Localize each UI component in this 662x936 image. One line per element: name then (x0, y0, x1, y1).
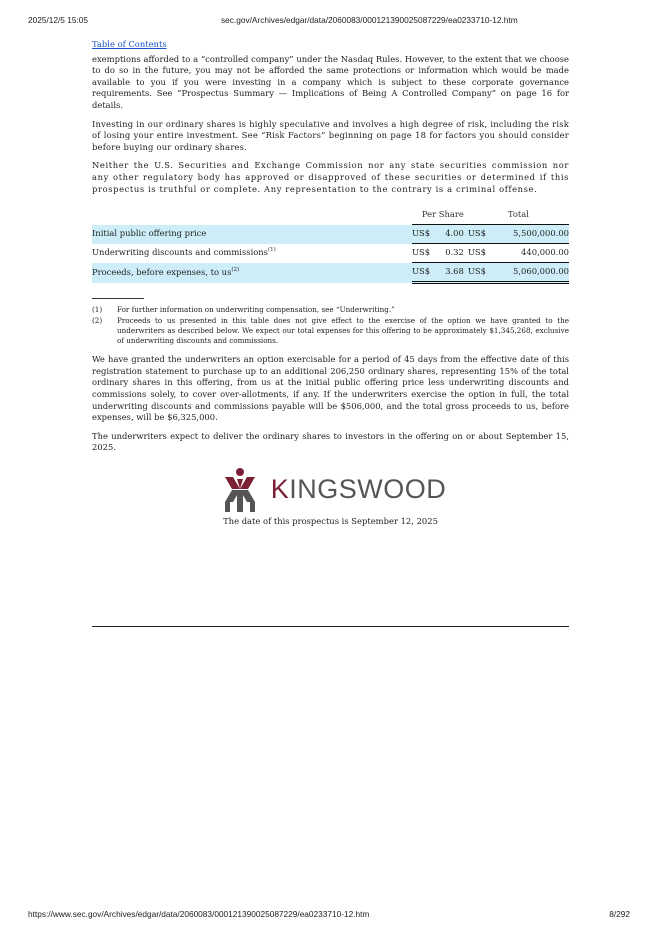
footnote: (1) For further information on underwriting compensation, see “Underwriting.” (92, 305, 395, 315)
prospectus-date: The date of this prospectus is September 12, 2025 (223, 515, 438, 526)
total-header: Total (468, 206, 569, 225)
footnote-ref: (2) (231, 267, 240, 274)
total-value: 440,000.00 (488, 244, 569, 263)
per-share-value: 4.00 (432, 225, 464, 244)
footnote-ref: (1) (267, 247, 276, 254)
currency: US$ (468, 263, 488, 283)
delivery-paragraph: The underwriters expect to deliver the ordinary shares to investors in the offering on or about September 15, 2025. (92, 430, 569, 453)
prospectus-page (92, 39, 569, 527)
row-label: Underwriting discounts and commissions (92, 247, 268, 258)
row-label: Initial public offering price (92, 228, 207, 239)
currency: US$ (468, 244, 488, 263)
currency: US$ (468, 225, 488, 244)
table-row (92, 263, 569, 283)
sec-disclaimer-paragraph: Neither the U.S. Securities and Exchange Commission nor any state securities commission nor any other regulatory body has approved or disapproved of these securities or determined if this prospectus is truthful or complete. Any representation to the contrary is a criminal offense. (92, 160, 569, 194)
kingswood-logo (92, 466, 569, 514)
row-label: Proceeds, before expenses, to us (92, 266, 232, 277)
controlled-company-paragraph: exemptions afforded to a “controlled company” under the Nasdaq Rules. However, to the extent that we choose to do so in the future, you may not be afforded the same protections or information which would be made available to you if you were investing in a company which is subject to these corporate governance requirements. See “Prospectus Summary — Implications of Being A Controlled Company” on page 16 for details. (92, 53, 569, 110)
browser-timestamp: 2025/12/5 15:05 (28, 15, 88, 25)
over-allotment-paragraph: We have granted the underwriters an option exercisable for a period of 45 days from the effective date of this registration statement to purchase up to an additional 206,250 ordinary shares, representing 15% of the total ordinary shares in this offering, from us at the initial public offering price less underwriting discounts and commissions solely, to cover over-allotments, if any. If the underwriters exercise the option in full, the total underwriting discounts and commissions payable will be $506,000, and the total gross proceeds to us, before expenses, will be $6,325,000. (92, 354, 569, 423)
per-share-value: 3.68 (432, 263, 464, 283)
page-counter: 8/292 (609, 909, 630, 919)
browser-url-bottom: https://www.sec.gov/Archives/edgar/data/2060083/000121390025087229/ea0233710-12.htm (28, 909, 370, 919)
kingswood-emblem-icon (215, 467, 265, 513)
table-row (92, 225, 569, 244)
per-share-value: 0.32 (432, 244, 464, 263)
table-header-row (92, 206, 569, 225)
currency: US$ (412, 225, 432, 244)
browser-url-top: sec.gov/Archives/edgar/data/2060083/000121390025087229/ea0233710-12.htm (221, 15, 518, 25)
table-row (92, 244, 569, 263)
currency: US$ (412, 244, 432, 263)
footnote-divider (92, 298, 144, 299)
total-value: 5,500,000.00 (488, 225, 569, 244)
risk-paragraph: Investing in our ordinary shares is highly speculative and involves a high degree of risk, including the risk of losing your entire investment. See “Risk Factors” beginning on page 18 for factors you should consider before buying our ordinary shares. (92, 118, 569, 152)
offering-table (92, 206, 569, 284)
table-of-contents-link[interactable]: Table of Contents (92, 39, 167, 49)
page-bottom-rule (92, 626, 569, 627)
footnote: (2) Proceeds to us presented in this table does not give effect to the exercise of the option we have granted to the underwriters as described below. We expect our total expenses for this offering to be approximately $1,345,268, exclusive of underwriting discounts and commissions. (92, 316, 569, 346)
kingswood-wordmark: KINGSWOOD (270, 474, 447, 505)
total-value: 5,060,000.00 (488, 263, 569, 283)
currency: US$ (412, 263, 432, 283)
per-share-header: Per Share (412, 206, 464, 225)
